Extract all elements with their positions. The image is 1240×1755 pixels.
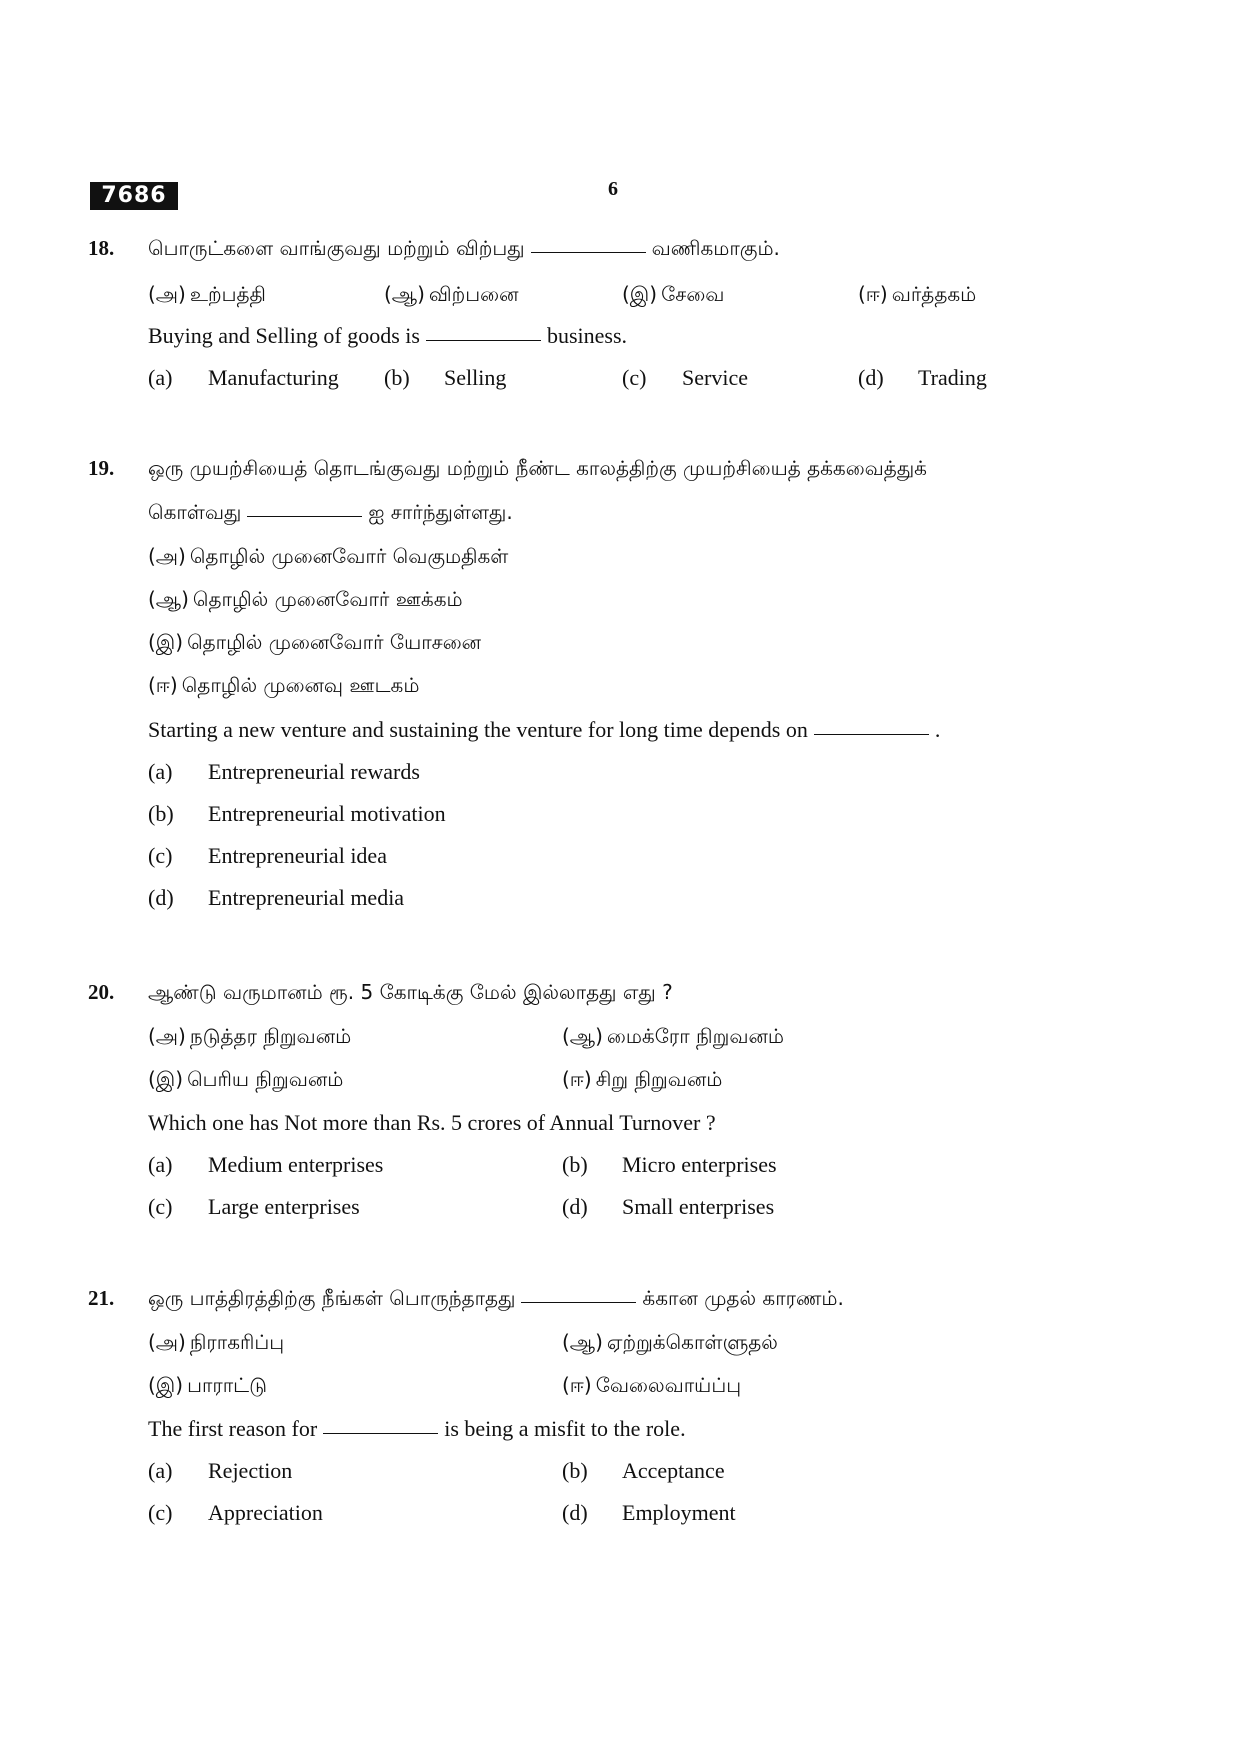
option-english: (a) Manufacturing (148, 365, 339, 390)
option-tamil: (ஆ) விற்பனை (384, 282, 519, 306)
option-tamil: (இ) பெரிய நிறுவனம் (148, 1067, 344, 1091)
option-tamil: (ஆ) ஏற்றுக்கொள்ளுதல் (562, 1330, 778, 1354)
option-tamil: (ஈ) வர்த்தகம் (858, 282, 977, 306)
option-tamil: (ஆ) மைக்ரோ நிறுவனம் (562, 1024, 784, 1048)
option-tamil: (அ) தொழில் முனைவோர் வெகுமதிகள் (148, 544, 509, 568)
option-english: (b) Acceptance (562, 1458, 725, 1483)
option-tamil: (அ) நிராகரிப்பு (148, 1330, 285, 1354)
option-english: (b) Selling (384, 365, 507, 390)
option-tamil: (அ) நடுத்தர நிறுவனம் (148, 1024, 352, 1048)
question-number: 19. (88, 456, 115, 480)
option-tamil: (இ) பாராட்டு (148, 1373, 267, 1397)
option-english: (b) Entrepreneurial motivation (148, 801, 446, 826)
question-text-english: Starting a new venture and sustaining the venture for long time depends on . (148, 717, 941, 742)
option-english: (a) Medium enterprises (148, 1152, 384, 1177)
question-number: 20. (88, 980, 115, 1004)
option-tamil: (அ) உற்பத்தி (148, 282, 266, 306)
option-english: (c) Service (622, 365, 748, 390)
option-tamil: (ஆ) தொழில் முனைவோர் ஊக்கம் (148, 587, 463, 611)
question-text-english: Buying and Selling of goods is business. (148, 323, 628, 348)
question-text-tamil-line2: கொள்வது ஐ சார்ந்துள்ளது. (148, 500, 513, 524)
question-text-english: Which one has Not more than Rs. 5 crores of Annual Turnover ? (148, 1110, 716, 1135)
option-english: (c) Entrepreneurial idea (148, 843, 387, 868)
question-text-tamil: பொருட்களை வாங்குவது மற்றும் விற்பது வணிகமாகும். (148, 236, 780, 260)
option-english: (a) Rejection (148, 1458, 293, 1483)
option-english: (d) Employment (562, 1500, 736, 1525)
question-number: 21. (88, 1286, 115, 1310)
option-tamil: (இ) சேவை (622, 282, 725, 306)
option-tamil: (ஈ) சிறு நிறுவனம் (562, 1067, 723, 1091)
option-english: (d) Entrepreneurial media (148, 885, 405, 910)
option-english: (b) Micro enterprises (562, 1152, 777, 1177)
option-tamil: (இ) தொழில் முனைவோர் யோசனை (148, 630, 482, 654)
question-text-english: The first reason for is being a misfit to the role. (148, 1416, 686, 1441)
option-english: (c) Large enterprises (148, 1194, 360, 1219)
question-number: 18. (88, 236, 115, 260)
question-text-tamil: ஆண்டு வருமானம் ரூ. 5 கோடிக்கு மேல் இல்லாதது எது ? (148, 980, 673, 1004)
question-text-tamil-line1: ஒரு முயற்சியைத் தொடங்குவது மற்றும் நீண்ட காலத்திற்கு முயற்சியைத் தக்கவைத்துக் (148, 456, 927, 480)
option-english: (d) Trading (858, 365, 987, 390)
option-english: (d) Small enterprises (562, 1194, 775, 1219)
paper-code-badge: 7686 (90, 182, 178, 210)
option-tamil: (ஈ) வேலைவாய்ப்பு (562, 1373, 742, 1397)
option-english: (a) Entrepreneurial rewards (148, 759, 420, 784)
option-tamil: (ஈ) தொழில் முனைவு ஊடகம் (148, 673, 420, 697)
page-number: 6 (608, 178, 618, 200)
option-english: (c) Appreciation (148, 1500, 323, 1525)
question-text-tamil: ஒரு பாத்திரத்திற்கு நீங்கள் பொருந்தாதது க்கான முதல் காரணம். (148, 1286, 844, 1310)
